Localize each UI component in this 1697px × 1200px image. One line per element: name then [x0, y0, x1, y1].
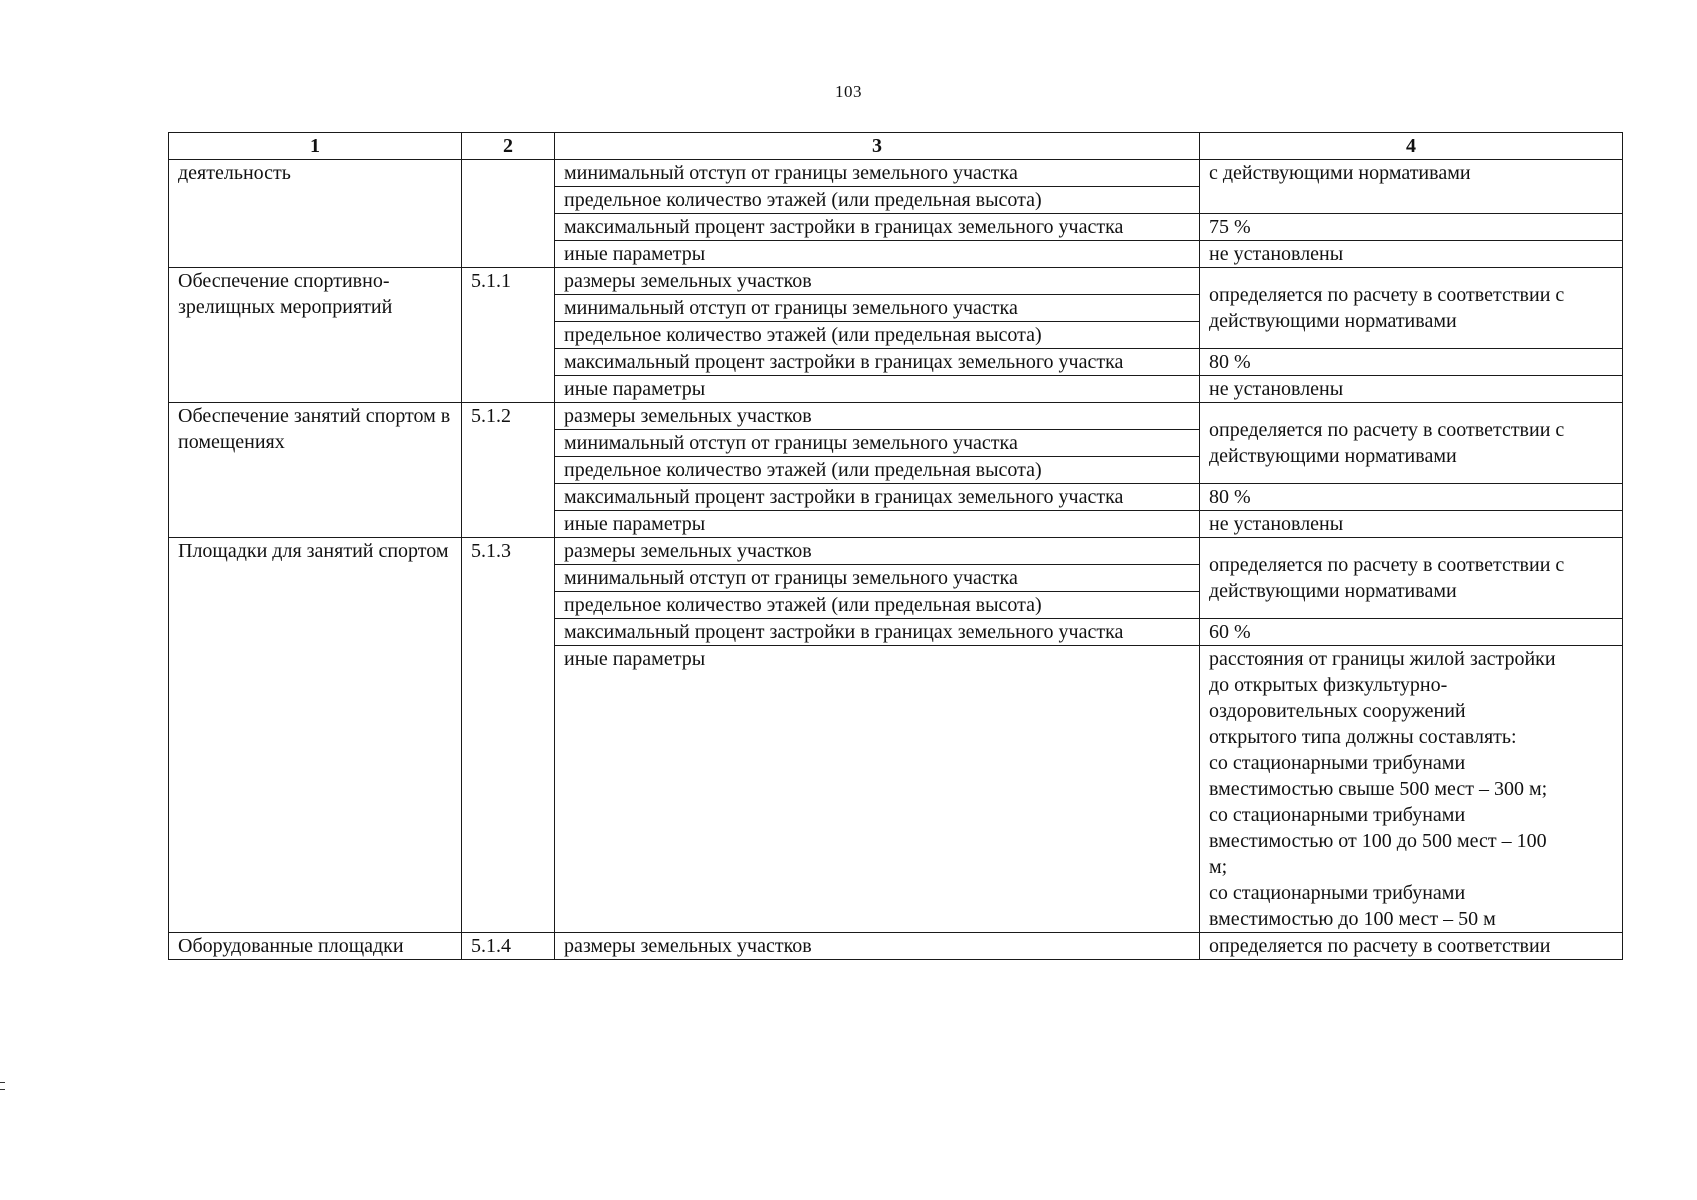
page-number: 103	[835, 82, 862, 101]
param-sizes: размеры земельных участков	[555, 538, 1200, 565]
param-sizes: размеры земельных участков	[555, 403, 1200, 430]
value-percent: 75 %	[1200, 214, 1623, 241]
param-other: иные параметры	[555, 511, 1200, 538]
value-not-set: не установлены	[1200, 376, 1623, 403]
distance-rule-line: вместимостью до 100 мест – 50 м	[1209, 908, 1496, 930]
scan-edge-mark	[0, 1082, 5, 1090]
param-offset: минимальный отступ от границы земельного участка	[555, 160, 1200, 187]
table-row	[169, 538, 1623, 565]
value-not-set: не установлены	[1200, 241, 1623, 268]
param-percent: максимальный процент застройки в границах земельного участка	[555, 484, 1200, 511]
param-percent: максимальный процент застройки в границах земельного участка	[555, 349, 1200, 376]
regulations-table	[168, 132, 1623, 960]
use-name: Площадки для занятий спортом	[169, 538, 462, 933]
use-code: 5.1.4	[462, 933, 555, 960]
value-calc: определяется по расчету в соответствии с действующими нормативами	[1200, 403, 1623, 484]
param-floors: предельное количество этажей (или предельная высота)	[555, 457, 1200, 484]
table-row	[169, 160, 1623, 187]
param-offset: минимальный отступ от границы земельного участка	[555, 565, 1200, 592]
value-calc-head: определяется по расчету в соответствии	[1200, 933, 1623, 960]
use-code: 5.1.3	[462, 538, 555, 933]
header-col-1: 1	[169, 133, 462, 160]
header-col-2: 2	[462, 133, 555, 160]
distance-rule-line: со стационарными трибунами	[1209, 752, 1466, 774]
use-name: Обеспечение спортивно-зрелищных мероприятий	[169, 268, 462, 403]
value-calc: определяется по расчету в соответствии с действующими нормативами	[1200, 538, 1623, 619]
header-row	[169, 133, 1623, 160]
param-other: иные параметры	[555, 646, 1200, 933]
param-floors: предельное количество этажей (или предельная высота)	[555, 592, 1200, 619]
param-floors: предельное количество этажей (или предельная высота)	[555, 322, 1200, 349]
distance-rule-line: вместимостью от 100 до 500 мест – 100	[1209, 830, 1547, 852]
value-percent: 60 %	[1200, 619, 1623, 646]
distance-rule-line: расстояния от границы жилой застройки	[1209, 648, 1556, 670]
use-name: деятельность	[169, 160, 462, 268]
header-col-3: 3	[555, 133, 1200, 160]
value-not-set: не установлены	[1200, 511, 1623, 538]
value-percent: 80 %	[1200, 484, 1623, 511]
distance-rule-line: оздоровительных сооружений	[1209, 700, 1466, 722]
value-percent: 80 %	[1200, 349, 1623, 376]
value-distance-rules	[1200, 646, 1623, 933]
use-code: 5.1.2	[462, 403, 555, 538]
param-other: иные параметры	[555, 241, 1200, 268]
table-row	[169, 933, 1623, 960]
use-code	[462, 160, 555, 268]
param-offset: минимальный отступ от границы земельного участка	[555, 430, 1200, 457]
param-percent: максимальный процент застройки в границах земельного участка	[555, 214, 1200, 241]
table-row	[169, 403, 1623, 430]
param-sizes: размеры земельных участков	[555, 268, 1200, 295]
header-col-4: 4	[1200, 133, 1623, 160]
distance-rule-line: до открытых физкультурно-	[1209, 674, 1448, 696]
use-name: Обеспечение занятий спортом в помещениях	[169, 403, 462, 538]
param-sizes: размеры земельных участков	[555, 933, 1200, 960]
distance-rule-line: со стационарными трибунами	[1209, 804, 1466, 826]
distance-rule-line: вместимостью свыше 500 мест – 300 м;	[1209, 778, 1548, 800]
use-code: 5.1.1	[462, 268, 555, 403]
value-calc-tail: с действующими нормативами	[1200, 160, 1623, 214]
param-floors: предельное количество этажей (или предельная высота)	[555, 187, 1200, 214]
value-calc: определяется по расчету в соответствии с действующими нормативами	[1200, 268, 1623, 349]
table-row	[169, 268, 1623, 295]
param-other: иные параметры	[555, 376, 1200, 403]
distance-rule-line: со стационарными трибунами	[1209, 882, 1466, 904]
distance-rule-line: открытого типа должны составлять:	[1209, 726, 1517, 748]
distance-rule-line: м;	[1209, 856, 1228, 878]
param-percent: максимальный процент застройки в границах земельного участка	[555, 619, 1200, 646]
param-offset: минимальный отступ от границы земельного участка	[555, 295, 1200, 322]
use-name: Оборудованные площадки	[169, 933, 462, 960]
